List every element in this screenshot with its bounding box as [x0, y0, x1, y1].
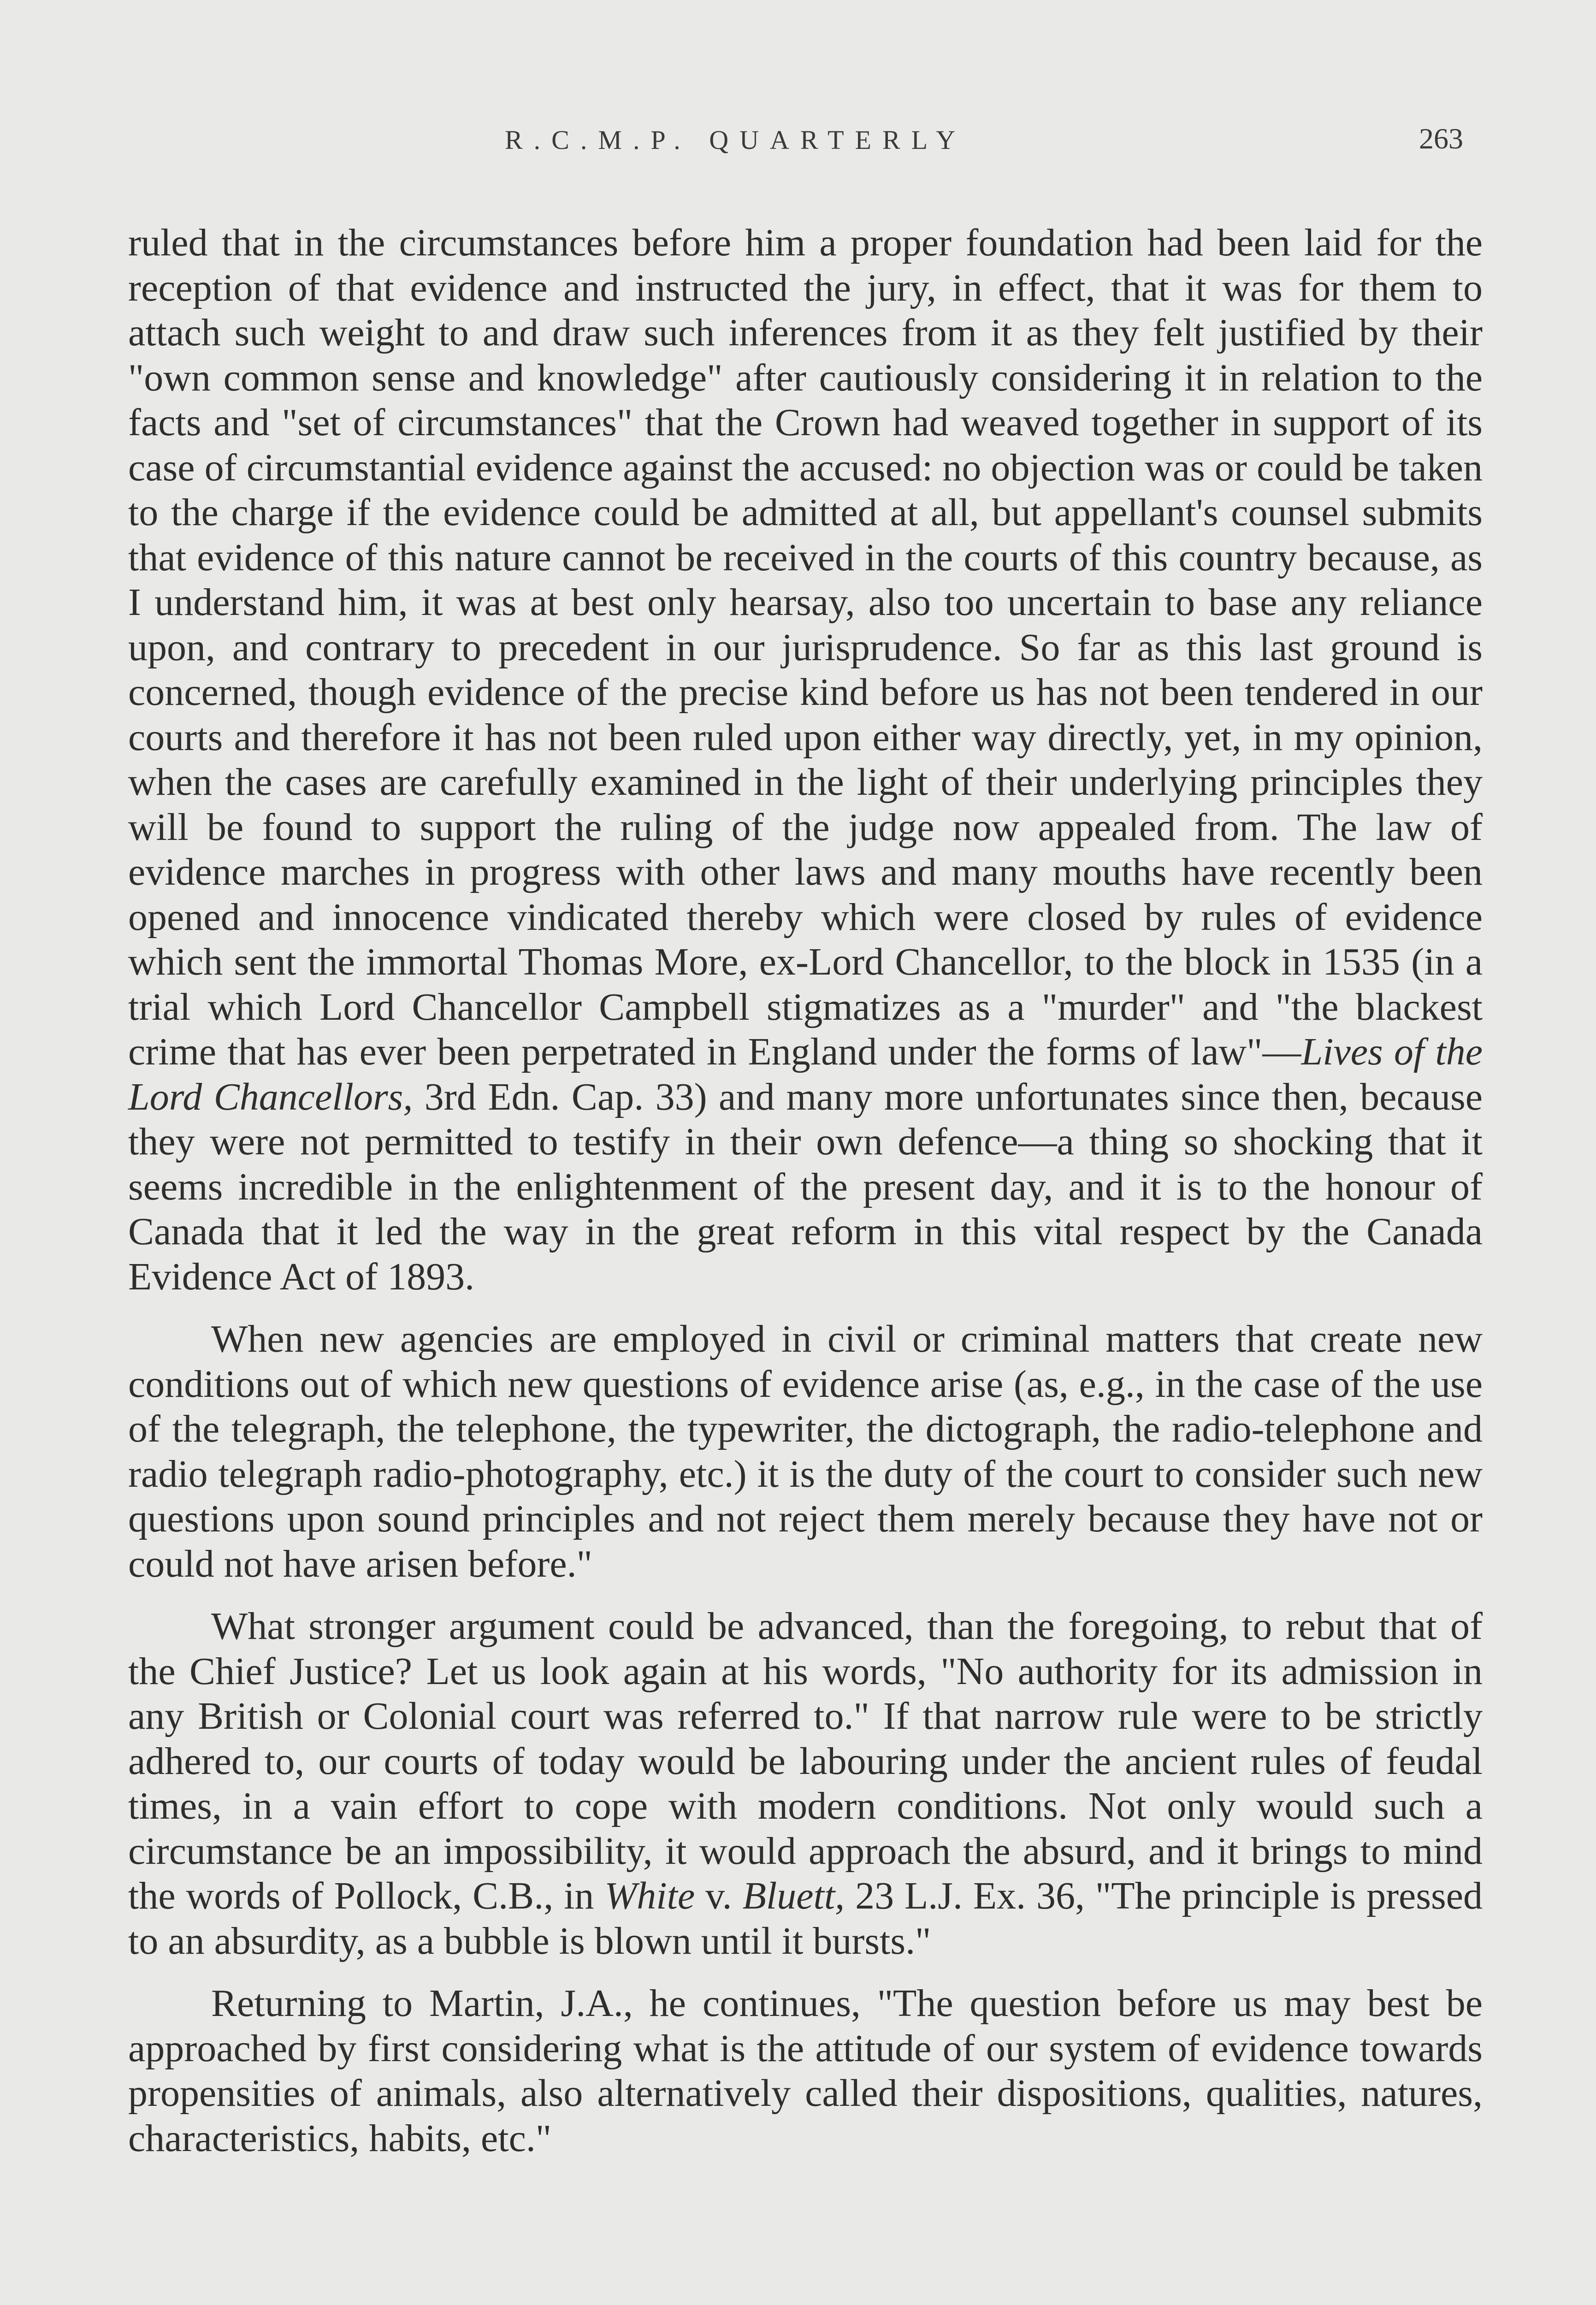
- case-name-defendant: Bluett,: [742, 1874, 845, 1917]
- article-body: [128, 220, 1483, 2178]
- running-header: [0, 124, 1596, 175]
- paragraph-3-text: What stronger argument could be advanced, than the foregoing, to rebut that of the Chief Justice? Let us look again at his words, "No authority for its admission in any British or Colonial court was referred to." If that narrow rule were to be strictly adhered to, our courts of today would be labouring under the ancient rules of feudal times, in a vain effort to cope with modern conditions. Not only would such a circumstance be an impossibility, it would approach the absurd, and it brings to mind the words of Pollock, C.B., in: [128, 1605, 1483, 1917]
- case-name-plaintiff: White: [604, 1874, 695, 1917]
- page-number: 263: [1419, 122, 1463, 155]
- paragraph-2: [128, 1317, 1483, 1586]
- paragraph-2-text: When new agencies are employed in civil or criminal matters that create new conditions out of which new questions of evidence arise (as, e.g., in the case of the use of the telegraph, the telephone, the typewriter, the dictograph, the radio-telephone and radio telegraph radio-photography, etc.) it is the duty of the court to consider such new questions upon sound principles and not reject them merely because they have not or could not have arisen before.": [128, 1318, 1483, 1585]
- paragraph-3: [128, 1604, 1483, 1963]
- paragraph-1-text: ruled that in the circumstances before him a proper foundation had been laid for the reception of that evidence and instructed the jury, in effect, that it was for them to attach such weight to and draw such inferences from it as they felt justified by their "own common sense and knowledge" after cautiously considering it in relation to the facts and "set of circumstances" that the Crown had weaved together in support of its case of circumstantial evidence against the accused: no objection was or could be taken to the charge if the evidence could be admitted at all, but appellant's counsel submits that evidence of this nature cannot be received in the courts of this country because, as I understand him, it was at best only hearsay, also too uncertain to base any reliance upon, and contrary to precedent in our jurisprudence. So far as this last ground is concerned, though evidence of the precise kind before us has not been tendered in our courts and therefore it has not been ruled upon either way directly, yet, in my opinion, when the cases are carefully examined in the light of their underlying principles they will be found to support the ruling of the judge now appealed from. The law of evidence marches in progress with other laws and many mouths have recently been opened and innocence vindicated thereby which were closed by rules of evidence which sent the immortal Thomas More, ex-Lord Chancellor, to the block in 1535 (in a trial which Lord Chancellor Campbell stigmatizes as a "murder" and "the blackest crime that has ever been perpetrated in England under the forms of law"—: [128, 221, 1483, 1073]
- book-title-citation: Lives of the Lord Chancellors,: [128, 1030, 1483, 1118]
- paragraph-1-text-after: 3rd Edn. Cap. 33) and many more unfortunates since then, because they were not permitted to testify in their own defence—a thing so shocking that it seems incredible in the enlightenment of the present day, and it is to the honour of Canada that it led the way in the great reform in this vital respect by the Canada Evidence Act of 1893.: [128, 1075, 1483, 1298]
- case-name-versus: v.: [695, 1874, 743, 1917]
- journal-title: R.C.M.P. QUARTERLY: [505, 125, 967, 155]
- paragraph-4-text: Returning to Martin, J.A., he continues, "The question before us may best be approached by first considering what is the attitude of our system of evidence towards propensities of animals, also alternatively called their dispositions, qualities, natures, characteristics, habits, etc.": [128, 1982, 1483, 2160]
- paragraph-4: [128, 1981, 1483, 2161]
- paragraph-3-text-after: 23 L.J. Ex. 36, "The principle is pressed to an absurdity, as a bubble is blown until it bursts.": [128, 1874, 1483, 1962]
- paragraph-1: [128, 220, 1483, 1299]
